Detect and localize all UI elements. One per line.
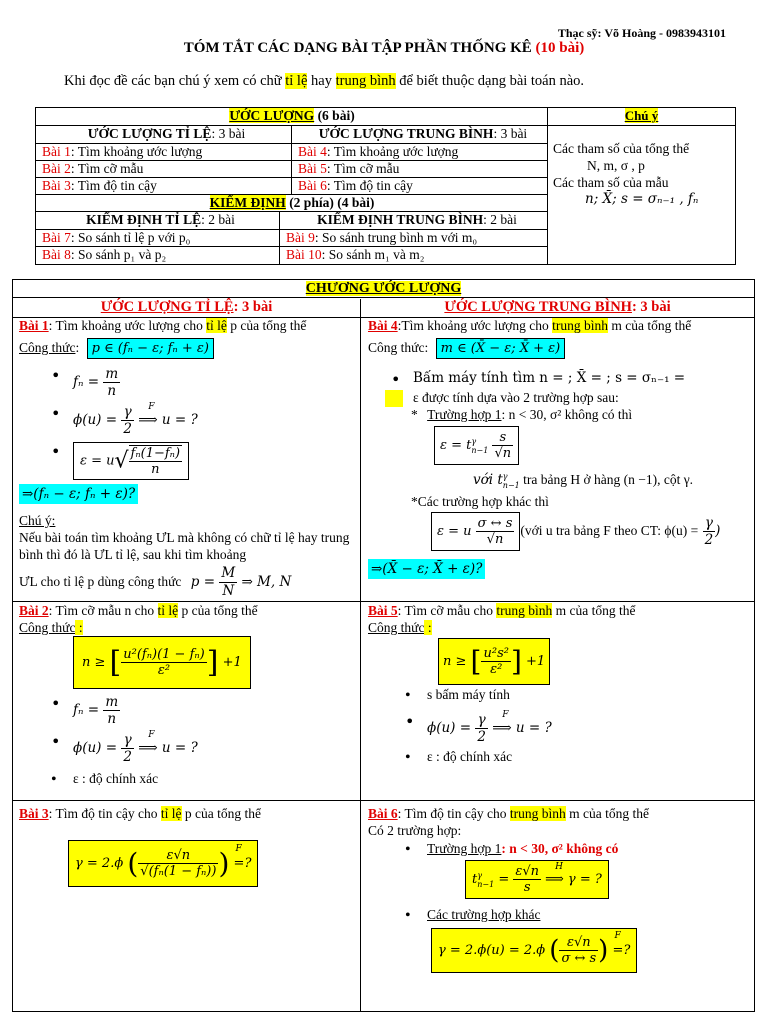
chapter-title-text: CHƯƠNG ƯỚC LƯỢNG xyxy=(305,281,462,296)
uoc-luong-count: (6 bài) xyxy=(314,108,355,123)
bai-1-fn xyxy=(73,366,120,399)
left-head-count: : 3 bài xyxy=(233,299,273,315)
bai-4-case1-formula xyxy=(434,426,519,465)
frac-den: n xyxy=(151,462,160,477)
frac-den: ε² xyxy=(490,662,503,677)
summary-row xyxy=(36,144,548,161)
bai-6-post: m của tổng thể xyxy=(565,806,649,821)
frac-den: 2 xyxy=(704,532,714,548)
s-text: s bấm máy tính xyxy=(427,687,510,702)
bai-6-num: Bài 6 xyxy=(368,806,398,821)
row-divider xyxy=(13,601,754,602)
bai-2-pre: : Tìm cỡ mẫu n cho xyxy=(48,603,158,618)
with-label: với t xyxy=(473,472,503,489)
cases-text: Có 2 trường hợp: xyxy=(368,823,462,838)
case2-close: ) xyxy=(715,523,721,539)
summary-uoc-luong-header xyxy=(36,108,548,126)
bai-5-s xyxy=(427,687,510,703)
f-h: H xyxy=(555,862,563,872)
frac-num: s xyxy=(492,430,513,446)
bai-2-phi xyxy=(73,732,198,765)
kd-tb-count: : 2 bài xyxy=(483,212,517,227)
bai-4-with xyxy=(473,472,693,490)
note-title: Chú ý: xyxy=(19,513,56,528)
case1-star: * xyxy=(411,407,418,422)
f-lhs: ε = u xyxy=(437,524,472,539)
bai-6-case1 xyxy=(427,841,618,857)
f-rhs: +1 xyxy=(526,654,546,669)
bai-1-result xyxy=(19,486,138,502)
bai-num: Bài 5 xyxy=(298,161,327,176)
fn-lhs: fₙ = xyxy=(73,374,100,390)
formula-label: Công thức: xyxy=(368,340,429,355)
frac-num: γ xyxy=(121,404,134,421)
bai-6-case2-formula: γ = 2.ϕ(u) = 2.ϕ ( $\frac{\varepsilon√n}{\sigma \leftrightarrow s}$ ) F =? xyxy=(431,928,637,973)
bai-6-cases xyxy=(368,823,461,839)
left-head-text: ƯỚC LƯỢNG TỈ LỆ xyxy=(100,299,234,315)
note-line: Các tham số của tổng thể xyxy=(553,141,690,156)
bai-4-case2-formula xyxy=(431,512,720,551)
author-line: Thạc sỹ: Võ Hoàng - 0983943101 xyxy=(557,26,726,40)
bai-5-num: Bài 5 xyxy=(368,603,398,618)
f-f: F xyxy=(614,931,621,941)
bai-5-eps xyxy=(427,749,512,765)
bai-5-formula: n ≥ [ $\frac{\text{u²s²}}{\text{ε²}}$ ] +1 xyxy=(438,638,550,685)
f-lhs: t xyxy=(472,872,478,887)
bai-3-heading xyxy=(19,806,261,822)
bai-4-num: Bài 4 xyxy=(368,318,398,333)
phi-f: F xyxy=(502,710,509,720)
bai-6-kw: trung bình xyxy=(509,806,566,821)
f-rhs: +1 xyxy=(222,655,242,670)
bai-6-case1-formula xyxy=(465,860,609,899)
intro-post: để biết thuộc dạng bài toán nào. xyxy=(395,73,585,89)
bai-2-kw: tỉ lệ xyxy=(157,603,179,618)
frac-num: fₙ(1−fₙ) xyxy=(130,446,181,461)
case1-rest: : n < 30, σ² không có thì xyxy=(501,407,633,422)
phi-arrow: ⟹ xyxy=(138,412,158,428)
bai-4-formula: m ∈ (X̄ − ε; X̄ + ε) xyxy=(436,338,566,359)
frac-num: γ xyxy=(703,515,716,532)
bai-4-post: m của tổng thể xyxy=(608,318,692,333)
note-line: N, m, σ , p xyxy=(587,158,645,173)
frac-den: √n xyxy=(494,446,512,461)
chu-y-body xyxy=(548,126,735,208)
bai-1-pre: : Tìm khoảng ước lượng cho xyxy=(48,318,207,333)
frac-den: s xyxy=(523,880,531,895)
summary-note-column xyxy=(548,108,735,264)
bai-3-formula: γ = 2.ϕ ( $\frac{\varepsilon√n}{\text{√(fₙ(1 − fₙ))}}$ ) F =? xyxy=(68,840,258,887)
bai-1-result-text: ⇒(fₙ − ε; fₙ + ε)? xyxy=(19,484,138,504)
summary-row xyxy=(36,247,548,264)
frac-den: N xyxy=(222,583,235,599)
f-rhs: γ = ? xyxy=(567,872,602,887)
bai-num: Bài 4 xyxy=(298,144,327,159)
bai-1-formula-row xyxy=(19,338,214,359)
f-rhs: ? xyxy=(244,856,252,871)
phi-rhs: u = ? xyxy=(161,412,198,428)
note-formula-rhs: ⇒ M, N xyxy=(241,574,292,590)
bai-4-pre: :Tìm khoảng ước lượng cho xyxy=(397,318,553,333)
bai-1-num: Bài 1 xyxy=(19,318,49,333)
frac-den: 2 xyxy=(123,749,132,765)
formula-colon: : xyxy=(75,620,83,635)
phi-arrow: ⟹ xyxy=(138,740,158,756)
phi-lhs: ϕ(u) = xyxy=(73,412,118,428)
bai-2-post: p của tổng thể xyxy=(178,603,258,618)
bai-num: Bài 10 xyxy=(286,247,322,262)
formula-colon: : xyxy=(424,620,432,635)
phi-lhs: ϕ(u) = xyxy=(427,720,472,736)
formula-label: Công thức xyxy=(368,620,425,635)
bai-1-eps: • ε = u√ $\frac{\text{fₙ(1−fₙ)}}{n}$ xyxy=(73,442,189,480)
f-lhs: n ≥ xyxy=(443,654,467,669)
frac-den: √(fₙ(1 − fₙ)) xyxy=(140,864,217,879)
formula-label: Công thức xyxy=(19,620,76,635)
summary-kiem-dinh-header xyxy=(36,195,548,212)
case2-label: Các trường hợp khác xyxy=(427,907,541,922)
frac-num: σ ↔ s xyxy=(477,516,513,531)
bai-6-case2 xyxy=(427,907,540,923)
note-body: Nếu bài toán tìm khoảng ƯL mà không có chữ tỉ lệ hay trung bình thì đó là ƯL tỉ lệ, sau khi tìm khoảng xyxy=(19,530,350,562)
case1-rest: : n < 30, σ² không có xyxy=(501,841,619,856)
intro-text xyxy=(64,73,584,90)
eps-text: ε : độ chính xác xyxy=(73,771,159,786)
frac-num: u²(fₙ)(1 − fₙ) xyxy=(123,647,205,662)
f-f: F xyxy=(235,844,242,854)
bai-4-result-text: ⇒(X̄ − ε; X̄ + ε)? xyxy=(368,559,485,579)
chapter-title xyxy=(13,280,754,298)
with-rest: tra bảng H ở hàng (n −1), cột γ. xyxy=(519,472,694,488)
bai-4-kw: trung bình xyxy=(552,318,609,333)
bai-6-heading xyxy=(368,806,649,822)
bai-4-case1 xyxy=(411,407,632,423)
case1-label: Trường hợp 1 xyxy=(427,841,502,856)
f-sup: γ xyxy=(477,870,483,880)
bai-2-num: Bài 2 xyxy=(19,603,49,618)
frac-num: ε√n xyxy=(515,864,539,879)
summary-left xyxy=(36,108,548,264)
bai-1-note xyxy=(19,512,357,600)
f-lhs: ε = t xyxy=(440,438,472,453)
f-sub: n−1 xyxy=(471,445,489,455)
case2-label: *Các trường hợp khác thì xyxy=(411,494,549,509)
note-formula-lhs: p = xyxy=(190,574,216,590)
frac-den: σ ↔ s xyxy=(561,951,597,966)
ul-ti-le-count: : 3 bài xyxy=(211,126,246,141)
summary-row xyxy=(36,230,548,247)
intro-pre: Khi đọc đề các bạn chú ý xem có chữ xyxy=(64,73,286,89)
bai-6-pre: : Tìm độ tin cậy cho xyxy=(397,806,510,821)
bai-3-kw: tỉ lệ xyxy=(160,806,182,821)
bai-text: : So sánh m₁ và m₂ xyxy=(321,247,425,262)
intro-keyword-ti-le: tỉ lệ xyxy=(285,73,308,89)
eps-text: ε được tính dựa vào 2 trường hợp sau: xyxy=(413,390,619,405)
ul-tb-label: ƯỚC LƯỢNG TRUNG BÌNH xyxy=(318,126,494,141)
eps-lhs: ε = u xyxy=(80,453,115,469)
bai-4-case2 xyxy=(411,494,549,510)
frac-den: n xyxy=(107,711,117,727)
bai-4-calc xyxy=(413,370,685,386)
bai-5-post: m của tổng thể xyxy=(552,603,636,618)
bai-text: : So sánh p₁ và p₂ xyxy=(70,247,167,262)
f-sup: γ xyxy=(471,436,477,446)
phi-f: F xyxy=(148,402,155,412)
bai-text: : Tìm độ tin cậy xyxy=(70,178,157,193)
bai-num: Bài 6 xyxy=(298,178,327,193)
frac-den: 2 xyxy=(477,729,486,745)
row-divider xyxy=(13,800,754,801)
bai-2-formula: n ≥ [ $\frac{\text{u²(fₙ)(1 − fₙ)}}{\text{ε²}}$ ] +1 xyxy=(73,636,251,689)
bai-num: Bài 9 xyxy=(286,230,315,245)
frac-num: γ xyxy=(475,712,488,729)
phi-arrow: ⟹ xyxy=(492,720,512,736)
formula-label: Công thức xyxy=(19,340,76,355)
bai-4-result xyxy=(368,561,485,577)
bai-4-eps xyxy=(413,390,619,406)
summary-table xyxy=(35,107,736,265)
chu-y-header xyxy=(548,108,735,126)
bai-num: Bài 2 xyxy=(42,161,71,176)
bai-1-heading xyxy=(19,318,306,334)
title-main: TÓM TẮT CÁC DẠNG BÀI TẬP PHẦN THỐNG KÊ xyxy=(183,40,536,56)
intro-mid: hay xyxy=(307,73,336,89)
kd-tb-label: KIỂM ĐỊNH TRUNG BÌNH xyxy=(317,212,484,227)
formula-colon: : xyxy=(75,340,80,355)
phi-rhs: u = ? xyxy=(515,720,552,736)
frac-num: M xyxy=(221,565,236,581)
f-arrow: ⟹ xyxy=(545,872,564,887)
bai-2-formula-label xyxy=(19,620,83,636)
phi-f: F xyxy=(148,730,155,740)
bai-1-formula: p ∈ (fₙ − ε; fₙ + ε) xyxy=(87,338,214,359)
summary-row xyxy=(36,161,548,178)
summary-kd-subheads xyxy=(36,212,548,230)
title-count: (10 bài) xyxy=(535,40,585,56)
frac-den: 2 xyxy=(123,421,132,437)
note-line: n; X̄; s = σₙ₋₁ , fₙ xyxy=(585,191,699,207)
ul-ti-le-label: ƯỚC LƯỢNG TỈ LỆ xyxy=(87,126,212,141)
bai-3-post: p của tổng thể xyxy=(181,806,261,821)
bai-text: : Tìm cỡ mẫu xyxy=(326,161,400,176)
bai-text: : So sánh tỉ lệ p với p₀ xyxy=(70,230,191,245)
bai-num: Bài 1 xyxy=(42,144,71,159)
case2-rest: (với u tra bảng F theo CT: ϕ(u) = xyxy=(520,523,699,538)
f-lhs: γ = 2.ϕ(u) = 2.ϕ xyxy=(438,943,546,958)
left-column-head xyxy=(13,299,360,317)
bai-2-heading xyxy=(19,603,258,619)
right-head-count: : 3 bài xyxy=(631,299,671,315)
f-sub: n−1 xyxy=(477,879,495,889)
frac-num: m xyxy=(105,694,119,710)
f-eq: = xyxy=(233,856,245,871)
kd-ti-le-count: : 2 bài xyxy=(201,212,235,227)
bai-5-kw: trung bình xyxy=(496,603,553,618)
f-eq: = xyxy=(494,872,510,887)
note-line: Các tham số của mẫu xyxy=(553,175,669,190)
phi-rhs: u = ? xyxy=(161,740,198,756)
frac-num: γ xyxy=(121,732,134,749)
chu-y-label: Chú ý xyxy=(624,108,659,123)
f-lhs: n ≥ xyxy=(82,655,106,670)
bai-text: : So sánh trung bình m với m₀ xyxy=(314,230,478,245)
bai-text: : Tìm khoảng ước lượng xyxy=(326,144,459,159)
bai-num: Bài 3 xyxy=(42,178,71,193)
bai-num: Bài 8 xyxy=(42,247,71,262)
intro-keyword-trung-binh: trung bình xyxy=(335,73,396,89)
ul-tb-count: : 3 bài xyxy=(493,126,528,141)
chapter-section xyxy=(12,279,755,1012)
f-lhs: γ = 2.ϕ xyxy=(75,856,124,871)
case1-label: Trường hợp 1 xyxy=(427,407,502,422)
eps-text: ε : độ chính xác xyxy=(427,749,513,764)
bai-5-heading xyxy=(368,603,636,619)
phi-lhs: ϕ(u) = xyxy=(73,740,118,756)
bai-1-kw: tỉ lệ xyxy=(206,318,227,333)
bai-4-formula-row xyxy=(368,338,565,359)
kd-ti-le-label: KIỂM ĐỊNH TỈ LỆ xyxy=(86,212,202,227)
summary-ul-subheads xyxy=(36,126,548,144)
bai-2-eps xyxy=(73,771,158,787)
frac-den: √n xyxy=(486,532,504,547)
frac-den: ε² xyxy=(157,663,171,678)
frac-den: n xyxy=(107,383,117,399)
bai-text: : Tìm khoảng ước lượng xyxy=(70,144,203,159)
with-sup: γ xyxy=(502,472,508,481)
frac-num: ε√n xyxy=(559,935,598,951)
bai-text: : Tìm cỡ mẫu xyxy=(70,161,144,176)
right-column-head xyxy=(361,299,754,317)
bai-text: : Tìm độ tin cậy xyxy=(326,178,413,193)
bai-5-phi xyxy=(427,712,552,745)
column-divider xyxy=(360,299,361,1012)
bai-2-fn xyxy=(73,694,120,727)
calc-text: Bấm máy tính tìm n = ; X̄ = ; s = σₙ₋₁ = xyxy=(413,370,686,386)
bai-4-heading xyxy=(368,318,691,334)
summary-row xyxy=(36,178,548,195)
note-last: ƯL cho tỉ lệ p dùng công thức xyxy=(19,574,182,589)
bai-1-phi xyxy=(73,404,198,437)
bai-1-post: p của tổng thể xyxy=(226,318,307,333)
kiem-dinh-rest: (2 phía) (4 bài) xyxy=(285,195,375,210)
frac-num: m xyxy=(105,366,119,382)
page-title xyxy=(0,40,768,57)
bai-5-formula-label xyxy=(368,620,432,636)
bai-3-num: Bài 3 xyxy=(19,806,49,821)
f-eq: = xyxy=(612,943,624,958)
uoc-luong-label: ƯỚC LƯỢNG xyxy=(229,108,315,123)
kiem-dinh-label: KIỂM ĐỊNH xyxy=(209,195,286,210)
fn-lhs: fₙ = xyxy=(73,702,100,718)
f-rhs: ? xyxy=(623,943,631,958)
right-head-text: ƯỚC LƯỢNG TRUNG BÌNH xyxy=(444,299,632,315)
frac-num: ε√n xyxy=(138,848,218,864)
bai-5-pre: : Tìm cỡ mẫu cho xyxy=(397,603,497,618)
bai-num: Bài 7 xyxy=(42,230,71,245)
bai-3-pre: : Tìm độ tin cậy cho xyxy=(48,806,161,821)
frac-num: u²s² xyxy=(483,646,509,661)
with-sub: n−1 xyxy=(502,481,520,490)
